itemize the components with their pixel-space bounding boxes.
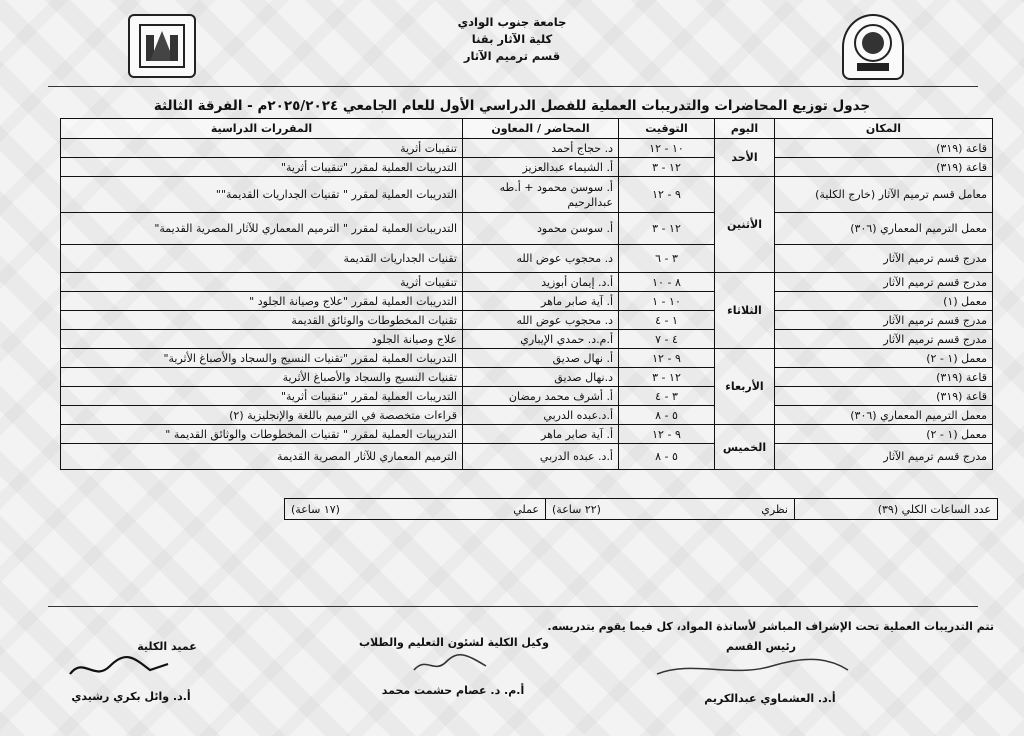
time-cell: ٩ - ١٢ <box>619 349 715 368</box>
time-cell: ١٠ - ١٢ <box>619 139 715 158</box>
time-cell: ٤ - ٧ <box>619 330 715 349</box>
place-cell: معمل الترميم المعماري (٣٠٦) <box>775 213 993 245</box>
table-row <box>61 425 993 444</box>
lecturer-cell: د.نهال صديق <box>463 368 619 387</box>
course-cell: التدريبات العملية لمقرر "تقنيات النسيج والسجاد والأصباغ الأثرية" <box>61 349 463 368</box>
dean-name: أ.د. وائل بكري رشيدي <box>71 690 191 703</box>
head-name: أ.د. العشماوي عبدالكريم <box>704 692 836 705</box>
place-cell: معمل (١ - ٢) <box>775 349 993 368</box>
dean-title: عميد الكلية <box>137 640 197 653</box>
day-cell-tuesday: الثلاثاء <box>715 273 775 349</box>
vice-dean-signature <box>410 652 490 678</box>
place-cell: معمل (١) <box>775 292 993 311</box>
header <box>0 14 1024 65</box>
theory-hours <box>545 499 794 519</box>
place-cell: معامل قسم ترميم الآثار (خارج الكلية) <box>775 177 993 213</box>
lecturer-cell: د. حجاج أحمد <box>463 139 619 158</box>
time-cell: ٥ - ٨ <box>619 406 715 425</box>
header-lecturer: المحاضر / المعاون <box>463 119 619 139</box>
course-cell: التدريبات العملية لمقرر " تقنيات المخطوطات والوثائق القديمة " <box>61 425 463 444</box>
time-cell: ١٢ - ٣ <box>619 213 715 245</box>
place-cell: مدرج قسم ترميم الآثار <box>775 444 993 470</box>
time-cell: ١٢ - ٣ <box>619 158 715 177</box>
place-cell: مدرج قسم ترميم الآثار <box>775 273 993 292</box>
table-row <box>61 245 993 273</box>
lecturer-cell: أ.د. إيمان أبوزيد <box>463 273 619 292</box>
theory-label: نظري <box>761 502 788 516</box>
university-name: جامعة جنوب الوادي <box>457 15 567 29</box>
place-cell: قاعة (٣١٩) <box>775 158 993 177</box>
lecturer-cell: أ. نهال صديق <box>463 349 619 368</box>
day-cell-thursday: الخميس <box>715 425 775 470</box>
table-row <box>61 139 993 158</box>
course-cell: الترميم المعماري للآثار المصرية القديمة <box>61 444 463 470</box>
time-cell: ١٠ - ١ <box>619 292 715 311</box>
practical-value: (١٧ ساعة) <box>291 502 340 516</box>
total-hours: عدد الساعات الكلي (٣٩) <box>794 499 997 519</box>
table-row <box>61 368 993 387</box>
footnote: تتم التدريبات العملية تحت الإشراف المباشر لأساتذة المواد، كل فيما يقوم بتدريسه. <box>547 620 994 633</box>
lecturer-cell: أ. سوسن محمود + أ.طه عبدالرحيم <box>463 177 619 213</box>
lecturer-cell: د. محجوب عوض الله <box>463 245 619 273</box>
table-row <box>61 311 993 330</box>
course-cell: تنقيبات أثرية <box>61 273 463 292</box>
day-cell-monday: الأثنين <box>715 177 775 273</box>
course-cell: التدريبات العملية لمقرر " الترميم المعماري للآثار المصرية القديمة" <box>61 213 463 245</box>
course-cell: تقنيات الجداريات القديمة <box>61 245 463 273</box>
practical-label: عملي <box>513 502 539 516</box>
time-cell: ٩ - ١٢ <box>619 177 715 213</box>
vice-dean-title: وكيل الكلية لشئون التعليم والطلاب <box>359 636 549 649</box>
time-cell: ٩ - ١٢ <box>619 425 715 444</box>
day-cell-wednesday: الأربعاء <box>715 349 775 425</box>
place-cell: معمل الترميم المعماري (٣٠٦) <box>775 406 993 425</box>
lecturer-cell: د. محجوب عوض الله <box>463 311 619 330</box>
lecturer-cell: أ.د.عبده الدربي <box>463 406 619 425</box>
header-time: التوقيت <box>619 119 715 139</box>
footer-divider <box>48 606 978 607</box>
table-row <box>61 444 993 470</box>
table-row <box>61 330 993 349</box>
time-cell: ٣ - ٦ <box>619 245 715 273</box>
place-cell: مدرج قسم ترميم الآثار <box>775 245 993 273</box>
course-cell: التدريبات العملية لمقرر "تنقيبات أثرية" <box>61 158 463 177</box>
header-place: المكان <box>775 119 993 139</box>
schedule-table <box>60 118 993 470</box>
course-cell: التدريبات العملية لمقرر "علاج وصيانة الجلود " <box>61 292 463 311</box>
course-cell: تقنيات المخطوطات والوثائق القديمة <box>61 311 463 330</box>
table-row <box>61 177 993 213</box>
course-cell: قراءات متخصصة في الترميم باللغة والإنجليزية (٢) <box>61 406 463 425</box>
table-row <box>61 158 993 177</box>
day-cell-sunday: الأحد <box>715 139 775 177</box>
place-cell: قاعة (٣١٩) <box>775 387 993 406</box>
lecturer-cell: أ. سوسن محمود <box>463 213 619 245</box>
place-cell: قاعة (٣١٩) <box>775 368 993 387</box>
header-day: اليوم <box>715 119 775 139</box>
document-title: جدول توزيع المحاضرات والتدريبات العملية للفصل الدراسي الأول للعام الجامعي ٢٠٢٥/٢٠٢٤م - الفرقة الثالثة <box>153 98 871 114</box>
lecturer-cell: أ. أشرف محمد رمضان <box>463 387 619 406</box>
course-cell: التدريبات العملية لمقرر " تقنيات الجداريات القديمة"" <box>61 177 463 213</box>
lecturer-cell: أ.د. عبده الدربي <box>463 444 619 470</box>
table-row <box>61 273 993 292</box>
practical-hours <box>285 499 545 519</box>
course-cell: تقنيات النسيج والسجاد والأصباغ الأثرية <box>61 368 463 387</box>
header-course: المقررات الدراسية <box>61 119 463 139</box>
totals-row <box>284 498 998 520</box>
time-cell: ١٢ - ٣ <box>619 368 715 387</box>
table-row <box>61 387 993 406</box>
dean-signature <box>64 654 174 684</box>
lecturer-cell: أ.م.د. حمدي الإيباري <box>463 330 619 349</box>
head-title: رئيس القسم <box>726 640 796 653</box>
course-cell: التدريبات العملية لمقرر "تنقيبات أثرية" <box>61 387 463 406</box>
table-header-row <box>61 119 993 139</box>
lecturer-cell: أ. الشيماء عبدالعزيز <box>463 158 619 177</box>
time-cell: ٥ - ٨ <box>619 444 715 470</box>
head-signature <box>652 652 852 682</box>
time-cell: ٣ - ٤ <box>619 387 715 406</box>
place-cell: مدرج قسم ترميم الآثار <box>775 330 993 349</box>
theory-value: (٢٢ ساعة) <box>552 502 601 516</box>
vice-dean-name: أ.م. د. عصام حشمت محمد <box>381 684 525 697</box>
lecturer-cell: أ. آية صابر ماهر <box>463 292 619 311</box>
header-divider <box>48 86 978 87</box>
course-cell: تنقيبات أثرية <box>61 139 463 158</box>
department-name: قسم ترميم الآثار <box>463 49 561 63</box>
table-row <box>61 213 993 245</box>
table-row <box>61 292 993 311</box>
time-cell: ١ - ٤ <box>619 311 715 330</box>
faculty-name: كلية الآثار بقنا <box>471 32 553 46</box>
table-row <box>61 349 993 368</box>
place-cell: معمل (١ - ٢) <box>775 425 993 444</box>
lecturer-cell: أ. آية صابر ماهر <box>463 425 619 444</box>
table-row <box>61 406 993 425</box>
place-cell: قاعة (٣١٩) <box>775 139 993 158</box>
place-cell: مدرج قسم ترميم الآثار <box>775 311 993 330</box>
course-cell: علاج وصيانة الجلود <box>61 330 463 349</box>
time-cell: ٨ - ١٠ <box>619 273 715 292</box>
